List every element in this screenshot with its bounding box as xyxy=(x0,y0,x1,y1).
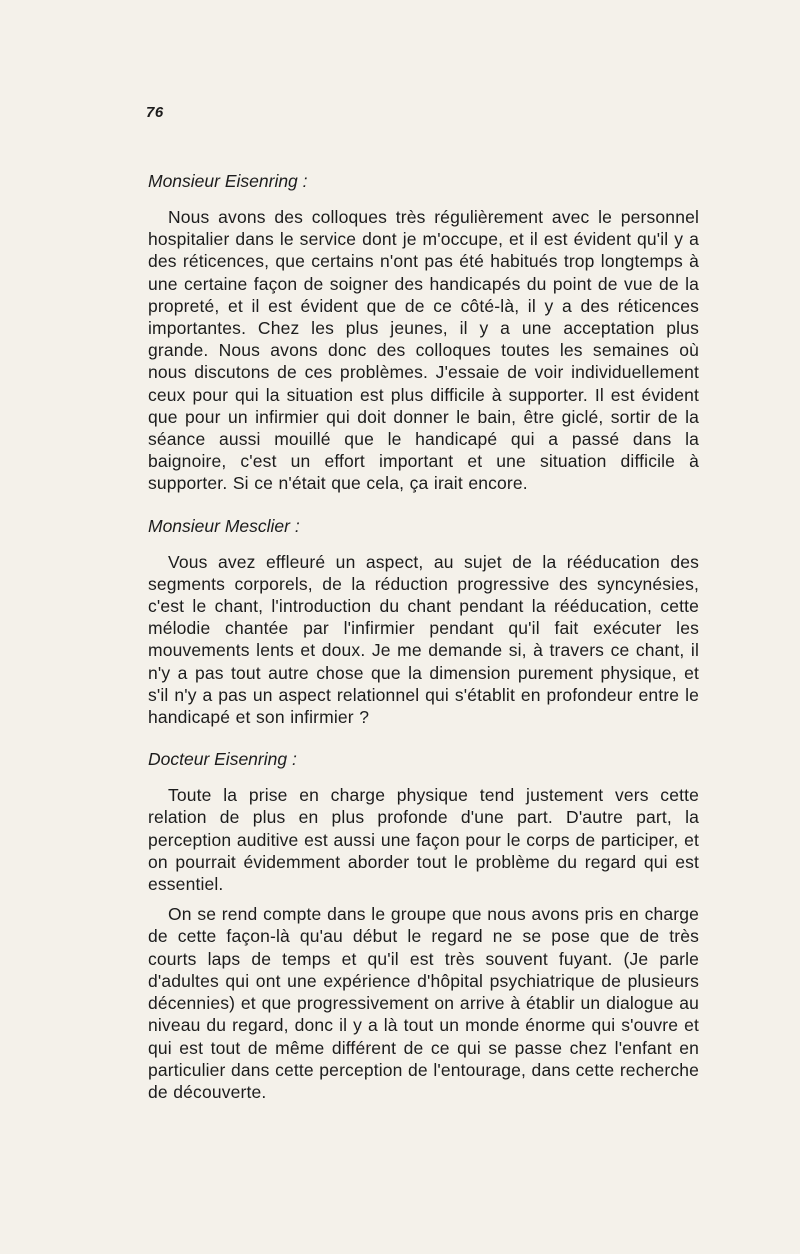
speaker-name: Monsieur Mesclier : xyxy=(148,515,300,536)
paragraph: Toute la prise en charge physique tend justement vers cette relation de plus en plus profonde d'une part. D'autre part, la perception auditive est aussi une façon pour le corps de participer, et on pourrait évidemment aborder tout le problème du regard qui est essentiel. xyxy=(148,785,699,895)
speaker-name: Monsieur Eisenring : xyxy=(148,171,308,191)
text-column xyxy=(148,170,699,1123)
dialogue-block xyxy=(148,515,699,729)
dialogue-block xyxy=(148,748,699,1103)
dialogue-block xyxy=(148,170,699,495)
page-number: 76 xyxy=(146,104,164,121)
paragraph: On se rend compte dans le groupe que nous avons pris en charge de cette façon-là qu'au début le regard ne se pose que de très courts laps de temps et qu'il est très souvent fuyant. (Je parle d'adultes qui ont une expérience d'hôpital psychiatrique de plusieurs décennies) et que progressivement on arrive à établir un dialogue au niveau du regard, donc il y a là tout un monde énorme qui s'ouvre et qui est tout de même différent de ce qui se passe chez l'enfant en particulier dans cette perception de l'entourage, dans cette recherche de découverte. xyxy=(148,904,699,1102)
paragraph: Nous avons des colloques très régulièrement avec le personnel hospitalier dans le service dont je m'occupe, et il est évident qu'il y a des réticences, que certains n'ont pas été habitués trop longtemps à une certaine façon de soigner des handicapés du point de vue de la propreté, et il est évident que de ce côté-là, il y a des réticences importantes. Chez les plus jeunes, il y a une acceptation plus grande. Nous avons donc des colloques toutes les semaines où nous discutons de ces problèmes. J'essaie de voir individuellement ceux pour qui la situation est plus difficile à supporter. Il est évident que pour un infirmier qui doit donner le bain, être giclé, sortir de la séance aussi mouillé que le handicapé qui a passé dans la baignoire, c'est un effort important et une situation difficile à supporter. Si ce n'était que cela, ça irait encore. xyxy=(148,207,699,494)
speaker-name: Docteur Eisenring : xyxy=(148,749,297,770)
paragraph: Vous avez effleuré un aspect, au sujet de la rééducation des segments corporels, de la réduction progressive des syncynésies, c'est le chant, l'introduction du chant pendant la rééducation, cette mélodie chantée par l'infirmier pendant qu'il fait exécuter les mouvements lents et doux. Je me demande si, à travers ce chant, il n'y a pas tout autre chose que la dimension purement physique, et s'il n'y a pas un aspect relationnel qui s'établit en profondeur entre le handicapé et son infirmier ? xyxy=(148,551,699,728)
